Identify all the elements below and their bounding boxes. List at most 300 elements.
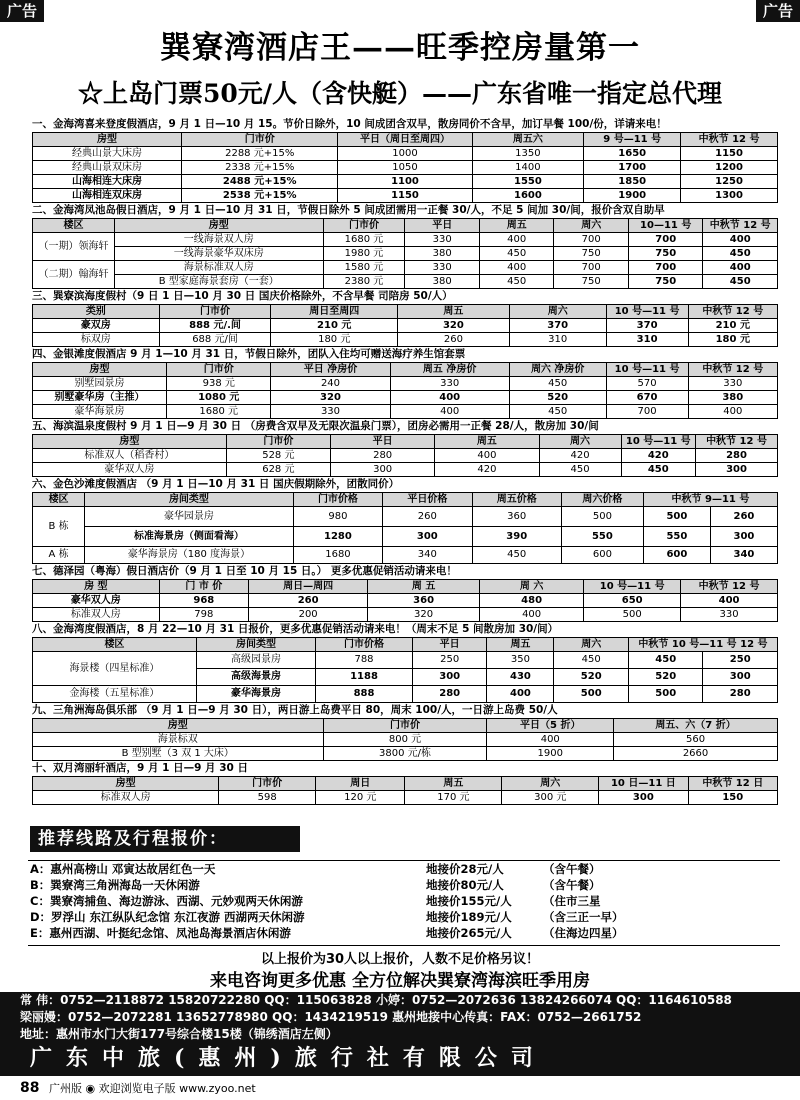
table-row [33, 463, 778, 477]
table-cell: 330 [390, 377, 509, 391]
contact-line: 常 伟：0752—2118872 15820722280 QQ：115063828 小婷：0752—2072636 13824266074 QQ：1164610588 [20, 993, 732, 1007]
table-cell: 700 [628, 233, 703, 247]
route-name: E：惠州西湖、叶挺纪念馆、凤池岛海景酒店休闲游 [30, 926, 291, 940]
list-item [28, 909, 780, 925]
table-cell: 750 [554, 247, 629, 261]
recommend-heading: 推荐线路及行程报价： [30, 826, 300, 852]
table-cell: 500 [561, 507, 643, 527]
section-1-table [32, 132, 778, 203]
table-row [33, 161, 778, 175]
table-cell: 380 [405, 275, 480, 289]
table-cell: 400 [435, 449, 539, 463]
table-cell: 938 元 [167, 377, 271, 391]
table-cell: 280 [412, 686, 487, 703]
section-8-table [32, 637, 778, 703]
table-cell: 海景标双 [33, 733, 324, 747]
table-cell: 650 [584, 594, 681, 608]
table-header: 门市价 [167, 363, 271, 377]
table-header: 房间类型 [196, 638, 315, 652]
table-cell: 380 [688, 391, 777, 405]
section-2-heading: 二、金海湾凤池岛假日酒店，9 月 1 日—10 月 31 日，节假日除外 5 间成团需用一正餐 30/人，不足 5 间加 30/间，报价含双自助早 [32, 204, 665, 216]
table-cell: 豪双房 [33, 319, 160, 333]
table-cell: 2538 元+15% [182, 189, 338, 203]
table-cell: 500 [554, 686, 629, 703]
call-to-action: 来电咨询更多优惠 全方位解决巽寮湾海滨旺季用房 [210, 971, 590, 991]
table-cell: 400 [688, 405, 777, 419]
edition-label: 广州版 [48, 1082, 82, 1095]
table-cell: 280 [703, 686, 778, 703]
section-9-table [32, 718, 778, 761]
table-cell: 800 元 [323, 733, 487, 747]
table-header: 平日价格 [383, 493, 472, 507]
table-header: 平日 [405, 219, 480, 233]
table-cell: 山海相连大床房 [33, 175, 182, 189]
table-header: 门市价格 [316, 638, 413, 652]
table-header: 周五 净房价 [390, 363, 509, 377]
logo-icon: ◉ [85, 1082, 96, 1095]
table-cell: 798 [159, 608, 248, 622]
table-cell: 370 [509, 319, 606, 333]
table-cell: 300 [599, 791, 688, 805]
table-cell: 2288 元+15% [182, 147, 338, 161]
table-cell: 320 [398, 319, 510, 333]
table-cell: 210 元 [688, 319, 777, 333]
table-row [33, 652, 778, 669]
table-cell: 高级海景房 [196, 669, 315, 686]
zone-cell: 海景楼（四星标准） [33, 652, 197, 686]
table-cell: 1150 [681, 147, 778, 161]
table-cell: 1850 [584, 175, 681, 189]
section-6-heading: 六、金色沙滩度假酒店 （9 月 1 日—10 月 31 日 国庆假期除外，团散同价） [32, 478, 400, 490]
table-cell: 360 [472, 507, 561, 527]
table-cell: 400 [487, 686, 554, 703]
table-header: 周五 [487, 638, 554, 652]
route-price: 地接价155元/人 [426, 894, 512, 908]
table-cell: 700 [554, 233, 629, 247]
table-cell: 300 [696, 463, 778, 477]
ad-label-left: 广告 [0, 0, 44, 22]
section-7-table [32, 579, 778, 622]
table-header: 周六 [554, 638, 629, 652]
table-cell: 400 [390, 391, 509, 405]
section-6-table [32, 492, 778, 564]
table-cell: 经典山景大床房 [33, 147, 182, 161]
table-cell: 500 [628, 686, 703, 703]
table-cell: 2488 元+15% [182, 175, 338, 189]
table-header: 周五 [398, 305, 510, 319]
table-cell: 400 [487, 733, 614, 747]
table-cell: 标准双人（稻香村） [33, 449, 227, 463]
ad-label-right: 广告 [756, 0, 800, 22]
table-header: 中秋节 12 号 [688, 363, 777, 377]
list-item [28, 925, 780, 941]
table-cell: B 型家庭海景套房（一套） [114, 275, 323, 289]
table-cell: 420 [435, 463, 539, 477]
section-3-heading: 三、巽寮滨海度假村（9 日 1 日—10 月 30 日 国庆价格除外，不含早餐 司陪房 50/人） [32, 290, 453, 302]
table-cell: 320 [271, 391, 390, 405]
table-cell: 570 [606, 377, 688, 391]
table-cell: 450 [628, 652, 703, 669]
section-4-table [32, 362, 778, 419]
table-header: 周六 净房价 [509, 363, 606, 377]
table-cell: 1980 元 [323, 247, 405, 261]
table-cell: 670 [606, 391, 688, 405]
table-header: 周五六 [472, 133, 584, 147]
table-row [33, 233, 778, 247]
table-cell: 别墅园景房 [33, 377, 167, 391]
table-cell: 628 元 [226, 463, 330, 477]
section-8-heading: 八、金海湾度假酒店，8 月 22—10 月 31 日报价，更多优惠促销活动请来电！（周末不足 5 间散房加 30/间） [32, 623, 559, 635]
table-cell: 300 [703, 669, 778, 686]
section-10-table [32, 776, 778, 805]
route-meal: （住市三星 [543, 894, 601, 908]
table-cell: 360 [368, 594, 480, 608]
table-header: 平日（5 折） [487, 719, 614, 733]
table-cell: 400 [479, 261, 554, 275]
table-header: 房型 [33, 777, 219, 791]
route-price: 地接价28元/人 [426, 862, 504, 876]
table-cell: 260 [710, 507, 777, 527]
table-header: 平日（周日至周四） [338, 133, 472, 147]
table-cell: 520 [628, 669, 703, 686]
table-header: 平日 净房价 [271, 363, 390, 377]
table-row [33, 747, 778, 761]
table-header: 10 日—11 日 [599, 777, 688, 791]
table-cell: 350 [487, 652, 554, 669]
table-header: 门市价 [219, 777, 316, 791]
table-header: 平日 [330, 435, 434, 449]
table-row [33, 527, 778, 547]
table-cell: 390 [472, 527, 561, 547]
route-price: 地接价189元/人 [426, 910, 512, 924]
table-cell: B 型别墅（3 双 1 大床） [33, 747, 324, 761]
table-row [33, 377, 778, 391]
table-cell: 320 [368, 608, 480, 622]
table-cell: 180 元 [688, 333, 777, 347]
table-header: 10—11 号 [628, 219, 703, 233]
zone-cell: B 栋 [33, 507, 85, 547]
table-cell: 1600 [472, 189, 584, 203]
table-cell: 豪华双人房 [33, 463, 227, 477]
table-header: 周五 [479, 219, 554, 233]
table-header: 房型 [33, 133, 182, 147]
address-line: 地址：惠州市水门大街177号综合楼15楼（锦绣酒店左侧） [20, 1027, 338, 1041]
table-cell: 450 [472, 547, 561, 564]
table-cell: 1580 元 [323, 261, 405, 275]
table-cell: 1650 [584, 147, 681, 161]
table-header: 周 五 [368, 580, 480, 594]
table-cell: 1200 [681, 161, 778, 175]
table-header: 周日至周四 [271, 305, 398, 319]
section-9-heading: 九、三角洲海岛俱乐部 （9 月 1 日—9 月 30 日），两日游上岛费平日 80，周末 100/人，一日游上岛费 50/人 [32, 704, 558, 716]
table-header: 周五 [405, 777, 502, 791]
table-cell: 700 [554, 261, 629, 275]
table-cell: 250 [412, 652, 487, 669]
table-cell: 1700 [584, 161, 681, 175]
table-header: 周六 [539, 435, 621, 449]
route-name: A：惠州高榜山 邓寅达故居红色一天 [30, 862, 216, 876]
table-cell: 450 [554, 652, 629, 669]
table-header: 10 号—11 号 [584, 580, 681, 594]
table-cell: 400 [479, 233, 554, 247]
table-row [33, 791, 778, 805]
section-10-heading: 十、双月湾丽轩酒店，9 月 1 日—9 月 30 日 [32, 762, 248, 774]
table-header: 门市价 [226, 435, 330, 449]
table-header: 周日 [316, 777, 405, 791]
table-row [33, 547, 778, 564]
table-cell: 一线海景双人房 [114, 233, 323, 247]
table-cell: 1100 [338, 175, 472, 189]
table-cell: 330 [271, 405, 390, 419]
table-header: 中秋节 12 号 [688, 305, 777, 319]
table-header: 房型 [114, 219, 323, 233]
table-cell: 400 [390, 405, 509, 419]
table-cell: 888 元/.间 [159, 319, 271, 333]
table-row [33, 391, 778, 405]
table-cell: 300 [412, 669, 487, 686]
table-cell: 2380 元 [323, 275, 405, 289]
table-cell: 280 [330, 449, 434, 463]
table-cell: 300 [710, 527, 777, 547]
table-cell: 标准双人房 [33, 791, 219, 805]
table-cell: 450 [703, 247, 778, 261]
table-cell: 330 [681, 608, 778, 622]
table-header: 房间类型 [85, 493, 294, 507]
table-cell: 170 元 [405, 791, 502, 805]
table-cell: 1250 [681, 175, 778, 189]
table-header: 中秋节 12 号 [696, 435, 778, 449]
price-note: 以上报价为30人以上报价，人数不足价格另议！ [260, 952, 540, 967]
table-header: 门市价格 [293, 493, 382, 507]
table-header: 10 号—11 号 [621, 435, 696, 449]
table-cell: 688 元/间 [159, 333, 271, 347]
table-cell: 600 [561, 547, 643, 564]
section-5-heading: 五、海滨温泉度假村 9 月 1 日—9 月 30 日 （房费含双早及无限次温泉门票），团房必需用一正餐 28/人，散房加 30/间 [32, 420, 599, 432]
table-header: 10 号—11 号 [606, 363, 688, 377]
table-row [33, 319, 778, 333]
table-row [33, 189, 778, 203]
table-cell: 550 [643, 527, 710, 547]
table-cell: 1350 [472, 147, 584, 161]
table-cell: 400 [681, 594, 778, 608]
table-cell: 450 [509, 377, 606, 391]
table-cell: 1550 [472, 175, 584, 189]
table-cell: 标双房 [33, 333, 160, 347]
table-cell: 500 [643, 507, 710, 527]
table-cell: 300 [330, 463, 434, 477]
table-cell: 1150 [338, 189, 472, 203]
table-cell: 1188 [316, 669, 413, 686]
section-4-heading: 四、金银滩度假酒店 9 月 1—10 月 31 日，节假日除外，团队入住均可赠送海疗养生馆套票 [32, 348, 466, 360]
table-cell: 250 [703, 652, 778, 669]
table-cell: 450 [509, 405, 606, 419]
website-text: www.zyoo.net [179, 1082, 256, 1095]
route-list [28, 860, 780, 946]
table-cell: 330 [405, 261, 480, 275]
zone-cell: A 栋 [33, 547, 85, 564]
table-header: 平日 [412, 638, 487, 652]
route-meal: （含午餐） [543, 878, 601, 892]
table-cell: 1280 [293, 527, 382, 547]
table-header: 楼区 [33, 638, 197, 652]
contact-line: 梁丽嫚：0752—2072281 13652778980 QQ：1434219519 惠州地接中心传真：FAX：0752—2661752 [20, 1010, 642, 1024]
table-header: 中秋节 10 号—11 号 12 号 [628, 638, 777, 652]
table-cell: 2338 元+15% [182, 161, 338, 175]
table-header: 周六价格 [561, 493, 643, 507]
table-cell: 550 [561, 527, 643, 547]
price-tables [32, 117, 778, 805]
page-footer [20, 1080, 256, 1096]
table-cell: 560 [614, 733, 778, 747]
table-header: 周五价格 [472, 493, 561, 507]
table-cell: 1680 元 [167, 405, 271, 419]
table-header: 门市价 [323, 719, 487, 733]
table-cell: 888 [316, 686, 413, 703]
table-row [33, 594, 778, 608]
table-cell: 别墅豪华房（主推） [33, 391, 167, 405]
table-header: 中秋节 12 号 [681, 580, 778, 594]
table-cell: 1300 [681, 189, 778, 203]
table-header: 中秋节 12 号 [681, 133, 778, 147]
page-title: 巽寮湾酒店王——旺季控房量第一 [160, 30, 640, 66]
table-header: 中秋节 12 日 [688, 777, 777, 791]
table-cell: 标准海景房（侧面看海） [85, 527, 294, 547]
table-header: 周五 [435, 435, 539, 449]
table-cell: 2660 [614, 747, 778, 761]
table-cell: 1680 元 [323, 233, 405, 247]
table-cell: 310 [509, 333, 606, 347]
company-name: 广东中旅(惠州)旅行社有限公司 [30, 1045, 547, 1071]
table-cell: 豪华海景房 [196, 686, 315, 703]
table-row [33, 449, 778, 463]
table-row [33, 147, 778, 161]
table-cell: 750 [554, 275, 629, 289]
page-number: 88 [20, 1080, 40, 1096]
table-cell: 598 [219, 791, 316, 805]
table-header: 房型 [33, 435, 227, 449]
table-header: 楼区 [33, 219, 115, 233]
route-price: 地接价80元/人 [426, 878, 504, 892]
section-7-heading: 七、德泽园（粤海）假日酒店价（9 月 1 日至 10 月 15 日。） 更多优惠促销活动请来电！ [32, 565, 457, 577]
table-cell: 豪华海景房 [33, 405, 167, 419]
table-cell: 1050 [338, 161, 472, 175]
table-cell: 450 [479, 275, 554, 289]
table-header: 周六 [502, 777, 599, 791]
table-header: 房型 [33, 363, 167, 377]
table-cell: 山海相连双床房 [33, 189, 182, 203]
table-cell: 340 [383, 547, 472, 564]
table-cell: 1400 [472, 161, 584, 175]
table-cell: 一线海景豪华双床房 [114, 247, 323, 261]
table-row [33, 247, 778, 261]
list-item [28, 877, 780, 893]
table-cell: 1900 [487, 747, 614, 761]
table-cell: 330 [688, 377, 777, 391]
table-header: 门市价 [159, 305, 271, 319]
table-cell: 400 [703, 233, 778, 247]
table-header: 10 号—11 号 [606, 305, 688, 319]
list-item [28, 861, 780, 877]
table-cell: 高级园景房 [196, 652, 315, 669]
table-cell: 3800 元/栋 [323, 747, 487, 761]
table-row [33, 261, 778, 275]
route-meal: （含三正一早） [543, 910, 624, 924]
table-cell: 210 元 [271, 319, 398, 333]
browse-text: 欢迎浏览电子版 [98, 1082, 176, 1095]
section-5-table [32, 434, 778, 477]
route-name: B：巽寮湾三角洲海岛一天休闲游 [30, 878, 200, 892]
table-cell: 1900 [584, 189, 681, 203]
table-cell: 500 [584, 608, 681, 622]
table-cell: 400 [703, 261, 778, 275]
table-row [33, 507, 778, 527]
table-header: 周六 [554, 219, 629, 233]
table-cell: 180 元 [271, 333, 398, 347]
section-1-heading: 一、金海湾喜来登度假酒店，9 月 1 日—10 月 15。节价日除外，10 间成团含双早，散房同价不含早，加订早餐 100/份，详请来电！ [32, 118, 667, 130]
table-cell: 240 [271, 377, 390, 391]
list-item [28, 893, 780, 909]
table-header: 房型 [33, 719, 324, 733]
table-row [33, 333, 778, 347]
page-subtitle: ☆上岛门票50元/人（含快艇）——广东省唯一指定总代理 [78, 79, 722, 108]
table-header: 楼区 [33, 493, 85, 507]
table-cell: 450 [479, 247, 554, 261]
table-cell: 380 [405, 247, 480, 261]
table-cell: 1680 [293, 547, 382, 564]
zone-cell: （一期）领海轩 [33, 233, 115, 261]
table-cell: 120 元 [316, 791, 405, 805]
table-cell: 370 [606, 319, 688, 333]
table-header: 周日—周四 [249, 580, 368, 594]
table-cell: 400 [479, 608, 583, 622]
route-meal: （含午餐） [543, 862, 601, 876]
table-header: 周六 [509, 305, 606, 319]
table-row [33, 405, 778, 419]
table-header: 门市价 [323, 219, 405, 233]
route-name: D：罗浮山 东江纵队纪念馆 东江夜游 西湖两天休闲游 [30, 910, 305, 924]
table-cell: 528 元 [226, 449, 330, 463]
route-meal: （住海边四星） [543, 926, 624, 940]
table-cell: 600 [643, 547, 710, 564]
table-cell: 968 [159, 594, 248, 608]
table-cell: 海景标准双人房 [114, 261, 323, 275]
table-cell: 340 [710, 547, 777, 564]
table-row [33, 175, 778, 189]
table-row [33, 733, 778, 747]
table-cell: 420 [539, 449, 621, 463]
table-header: 门 市 价 [159, 580, 248, 594]
table-cell: 480 [479, 594, 583, 608]
table-row [33, 275, 778, 289]
table-header: 房 型 [33, 580, 160, 594]
zone-cell: （二期）翰海轩 [33, 261, 115, 289]
table-header: 中秋节 12 号 [703, 219, 778, 233]
table-cell: 788 [316, 652, 413, 669]
table-header: 周 六 [479, 580, 583, 594]
table-header: 周五、六（7 折） [614, 719, 778, 733]
table-cell: 750 [628, 247, 703, 261]
table-cell: 260 [398, 333, 510, 347]
table-cell: 310 [606, 333, 688, 347]
table-cell: 280 [696, 449, 778, 463]
table-header: 9 号—11 号 [584, 133, 681, 147]
table-cell: 980 [293, 507, 382, 527]
table-cell: 200 [249, 608, 368, 622]
table-cell: 450 [703, 275, 778, 289]
section-2-table [32, 218, 778, 289]
table-cell: 豪华双人房 [33, 594, 160, 608]
table-cell: 经典山景双床房 [33, 161, 182, 175]
